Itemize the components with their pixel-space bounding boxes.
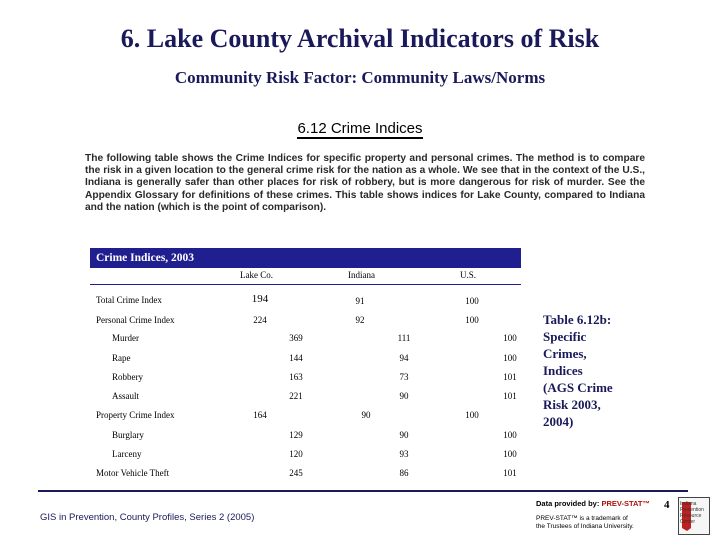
murder-us: 100 (503, 333, 517, 343)
larceny-indiana: 93 (399, 449, 409, 459)
property-crime-lake: 164 (253, 410, 267, 420)
caption-line: Crimes, (543, 346, 587, 361)
caption-line: (AGS Crime (543, 380, 613, 395)
footer-divider (38, 490, 688, 492)
table-column-header-band (90, 268, 521, 285)
total-crime-us: 100 (465, 296, 479, 306)
personal-crime-lake: 224 (253, 315, 267, 325)
burglary-us: 100 (503, 430, 517, 440)
table-caption (543, 311, 653, 430)
robbery-us: 101 (503, 372, 517, 382)
rape-us: 100 (503, 353, 517, 363)
row-label-property-crime-index: Property Crime Index (96, 410, 175, 420)
robbery-lake: 163 (289, 372, 303, 382)
row-label-rape: Rape (112, 353, 131, 363)
mvt-indiana: 86 (399, 468, 409, 478)
caption-line: Risk 2003, (543, 397, 601, 412)
credit-prefix: Data provided by: (536, 499, 600, 508)
assault-us: 101 (503, 391, 517, 401)
rape-lake: 144 (289, 353, 303, 363)
personal-crime-indiana: 92 (355, 315, 365, 325)
total-crime-lake: 194 (251, 293, 269, 305)
logo-text: Indiana Prevention Resource Center (680, 501, 704, 525)
caption-line: Specific (543, 329, 587, 344)
row-label-burglary: Burglary (112, 430, 144, 440)
property-crime-indiana: 90 (361, 410, 371, 420)
row-label-murder: Murder (112, 333, 139, 343)
credit-line (536, 499, 650, 508)
data-credit-block (530, 495, 710, 537)
caption-line: 2004) (543, 414, 574, 429)
col-header-indiana: Indiana (348, 270, 375, 280)
row-label-larceny: Larceny (112, 449, 142, 459)
burglary-indiana: 90 (399, 430, 409, 440)
row-label-personal-crime-index: Personal Crime Index (96, 315, 175, 325)
burglary-lake: 129 (289, 430, 303, 440)
assault-lake: 221 (289, 391, 303, 401)
table-title-bar: Crime Indices, 2003 (90, 248, 521, 268)
row-label-assault: Assault (112, 391, 139, 401)
mvt-lake: 245 (289, 468, 303, 478)
section-heading (0, 120, 720, 137)
row-label-motor-vehicle-theft: Motor Vehicle Theft (96, 468, 170, 478)
larceny-lake: 120 (289, 449, 303, 459)
page-number: 4 (664, 499, 670, 511)
larceny-us: 100 (503, 449, 517, 459)
credit-note: PREV-STAT™ is a trademark of the Trustees of Indiana University. (536, 515, 634, 530)
caption-line: Indices (543, 363, 583, 378)
section-heading-text: 6.12 Crime Indices (297, 120, 423, 137)
caption-line: Table 6.12b: (543, 312, 612, 327)
assault-indiana: 90 (399, 391, 409, 401)
robbery-indiana: 73 (399, 372, 409, 382)
personal-crime-us: 100 (465, 315, 479, 325)
murder-lake: 369 (289, 333, 303, 343)
footer-citation: GIS in Prevention, County Profiles, Series 2 (2005) (40, 512, 255, 523)
slide-title: 6. Lake County Archival Indicators of Risk (120, 24, 600, 53)
row-label-total-crime-index: Total Crime Index (96, 295, 162, 305)
property-crime-us: 100 (465, 410, 479, 420)
col-header-us: U.S. (460, 270, 477, 280)
total-crime-indiana: 91 (355, 296, 365, 306)
row-label-robbery: Robbery (112, 372, 143, 382)
col-header-lake-co: Lake Co. (240, 270, 273, 280)
mvt-us: 101 (503, 468, 517, 478)
slide-subtitle: Community Risk Factor: Community Laws/Norms (174, 68, 546, 87)
credit-brand: PREV-STAT™ (601, 499, 650, 508)
intro-paragraph: The following table shows the Crime Indices for specific property and personal crimes. The method is to compare the risk in a given location to the general crime risk for the nation as a whole. We see that in the context of the U.S., Indiana is generally safer than other places for risk of robbery, but is more dangerous for risk of murder. See the Appendix Glossary for definitions of these crimes. This table shows indices for Lake County, compared to Indiana and the nation (which is the point of comparison). (85, 153, 645, 213)
rape-indiana: 94 (399, 353, 409, 363)
murder-indiana: 111 (397, 333, 411, 343)
